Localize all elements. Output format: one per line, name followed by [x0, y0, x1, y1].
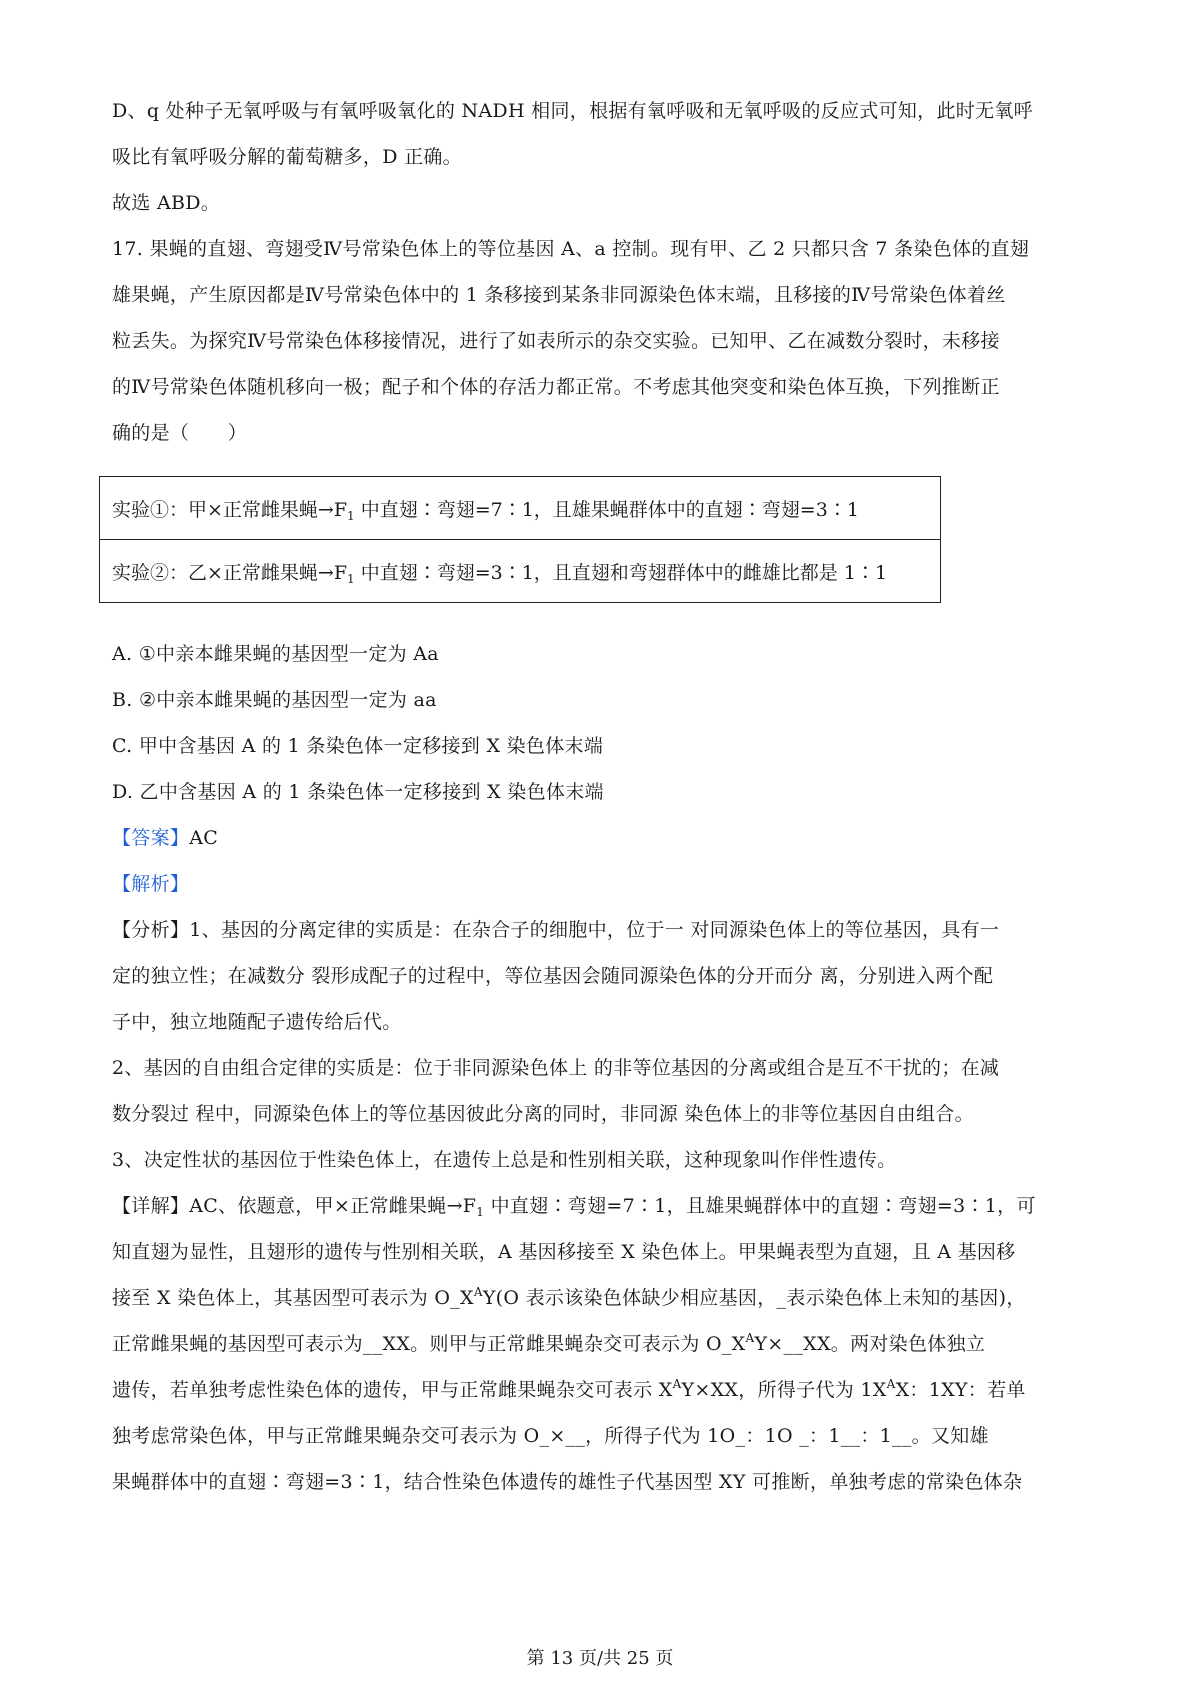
experiment-row	[100, 540, 941, 603]
question-stem-line: 17. 果蝇的直翅、弯翅受Ⅳ号常染色体上的等位基因 A、a 控制。现有甲、乙 2 只都只含 7 条染色体的直翅	[112, 238, 1030, 260]
detail-line: 接至 X 染色体上，其基因型可表示为 $O\_X^AY(O$ 表示该染色体缺少相应基因，_表示染色体上未知的基因)，	[112, 1285, 1026, 1309]
experiment-cell: 实验②：乙×正常雌果蝇$\to F_1$ 中直翅∶弯翅=3∶1，且直翅和弯翅群体中的雌雄比都是 1∶1	[100, 540, 941, 603]
analysis-line: 子中，独立地随配子遗传给后代。	[112, 1011, 402, 1033]
option-a: A. ①中亲本雌果蝇的基因型一定为 Aa	[112, 643, 439, 665]
detail-line: 果蝇群体中的直翅∶弯翅=3∶1，结合性染色体遗传的雄性子代基因型 XY 可推断，单独考虑的常染色体杂	[112, 1471, 1023, 1493]
analysis-line: 数分裂过 程中，同源染色体上的等位基因彼此分离的同时，非同源 染色体上的非等位基因自由组合。	[112, 1103, 974, 1125]
detail-line: 正常雌果蝇的基因型可表示为__XX。则甲与正常雌果蝇杂交可表示为 $O\_X^AY\times\_\_XX$。两对染色体独立	[112, 1331, 986, 1355]
detail-line: 【详解】AC、依题意，甲×正常雌果蝇$\to F_1$ 中直翅∶弯翅=7∶1，且雄果蝇群体中的直翅∶弯翅=3∶1，可	[112, 1195, 1036, 1219]
answer-tag: 【答案】	[112, 827, 190, 849]
question-stem-line: 粒丢失。为探究Ⅳ号常染色体移接情况，进行了如表所示的杂交实验。已知甲、乙在减数分裂时，未移接	[112, 330, 1000, 352]
analysis-line: 2、基因的自由组合定律的实质是：位于非同源染色体上 的非等位基因的分离或组合是互不干扰的；在减	[112, 1057, 1000, 1079]
experiment-cell: 实验①：甲×正常雌果蝇$\to F_1$ 中直翅∶弯翅=7∶1，且雄果蝇群体中的直翅∶弯翅=3∶1	[100, 477, 941, 540]
analysis-tag: 【解析】	[112, 873, 190, 895]
answer-value: AC	[189, 827, 219, 849]
question-stem-line: 确的是（ ）	[112, 422, 248, 444]
question-stem-line: 雄果蝇，产生原因都是Ⅳ号常染色体中的 1 条移接到某条非同源染色体末端，且移接的Ⅳ号常染色体着丝	[112, 284, 1006, 306]
analysis-line: 定的独立性；在减数分 裂形成配子的过程中，等位基因会随同源染色体的分开而分 离，分别进入两个配	[112, 965, 994, 987]
question-stem-line: 的Ⅳ号常染色体随机移向一极；配子和个体的存活力都正常。不考虑其他突变和染色体互换，下列推断正	[112, 376, 1000, 398]
analysis-line: 【分析】1、基因的分离定律的实质是：在杂合子的细胞中，位于一 对同源染色体上的等位基因，具有一	[112, 919, 1000, 941]
detail-line: 知直翅为显性，且翅形的遗传与性别相关联，A 基因移接至 X 染色体上。甲果蝇表型为直翅，且 A 基因移	[112, 1241, 1016, 1263]
prev-answer-line: 故选 ABD。	[112, 192, 221, 214]
detail-line: 遗传，若单独考虑性染色体的遗传，甲与正常雌果蝇杂交可表示 $X^AY\times XX$，所得子代为 $1X^AX$：1XY：若单	[112, 1377, 1026, 1401]
prev-option-d-line1: D、q 处种子无氧呼吸与有氧呼吸氧化的 NADH 相同，根据有氧呼吸和无氧呼吸的反应式可知，此时无氧呼	[112, 100, 1033, 122]
prev-option-d-line2: 吸比有氧呼吸分解的葡萄糖多，D 正确。	[112, 146, 462, 168]
option-d: D. 乙中含基因 A 的 1 条染色体一定移接到 X 染色体末端	[112, 781, 604, 803]
option-c: C. 甲中含基因 A 的 1 条染色体一定移接到 X 染色体末端	[112, 735, 604, 757]
page-content	[112, 88, 1112, 1505]
experiment-table	[99, 476, 941, 603]
page-footer: 第 13 页/共 25 页	[526, 1648, 674, 1669]
answer-line	[112, 815, 1112, 861]
question-17	[112, 226, 1112, 815]
detail-line: 独考虑常染色体，甲与正常雌果蝇杂交可表示为 O_×__，所得子代为 1O_：1O _：1__：1__。又知雄	[112, 1425, 989, 1447]
analysis-line: 3、决定性状的基因位于性染色体上，在遗传上总是和性别相关联，这种现象叫作伴性遗传。	[112, 1149, 897, 1171]
experiment-row	[100, 477, 941, 540]
option-b: B. ②中亲本雌果蝇的基因型一定为 aa	[112, 689, 437, 711]
